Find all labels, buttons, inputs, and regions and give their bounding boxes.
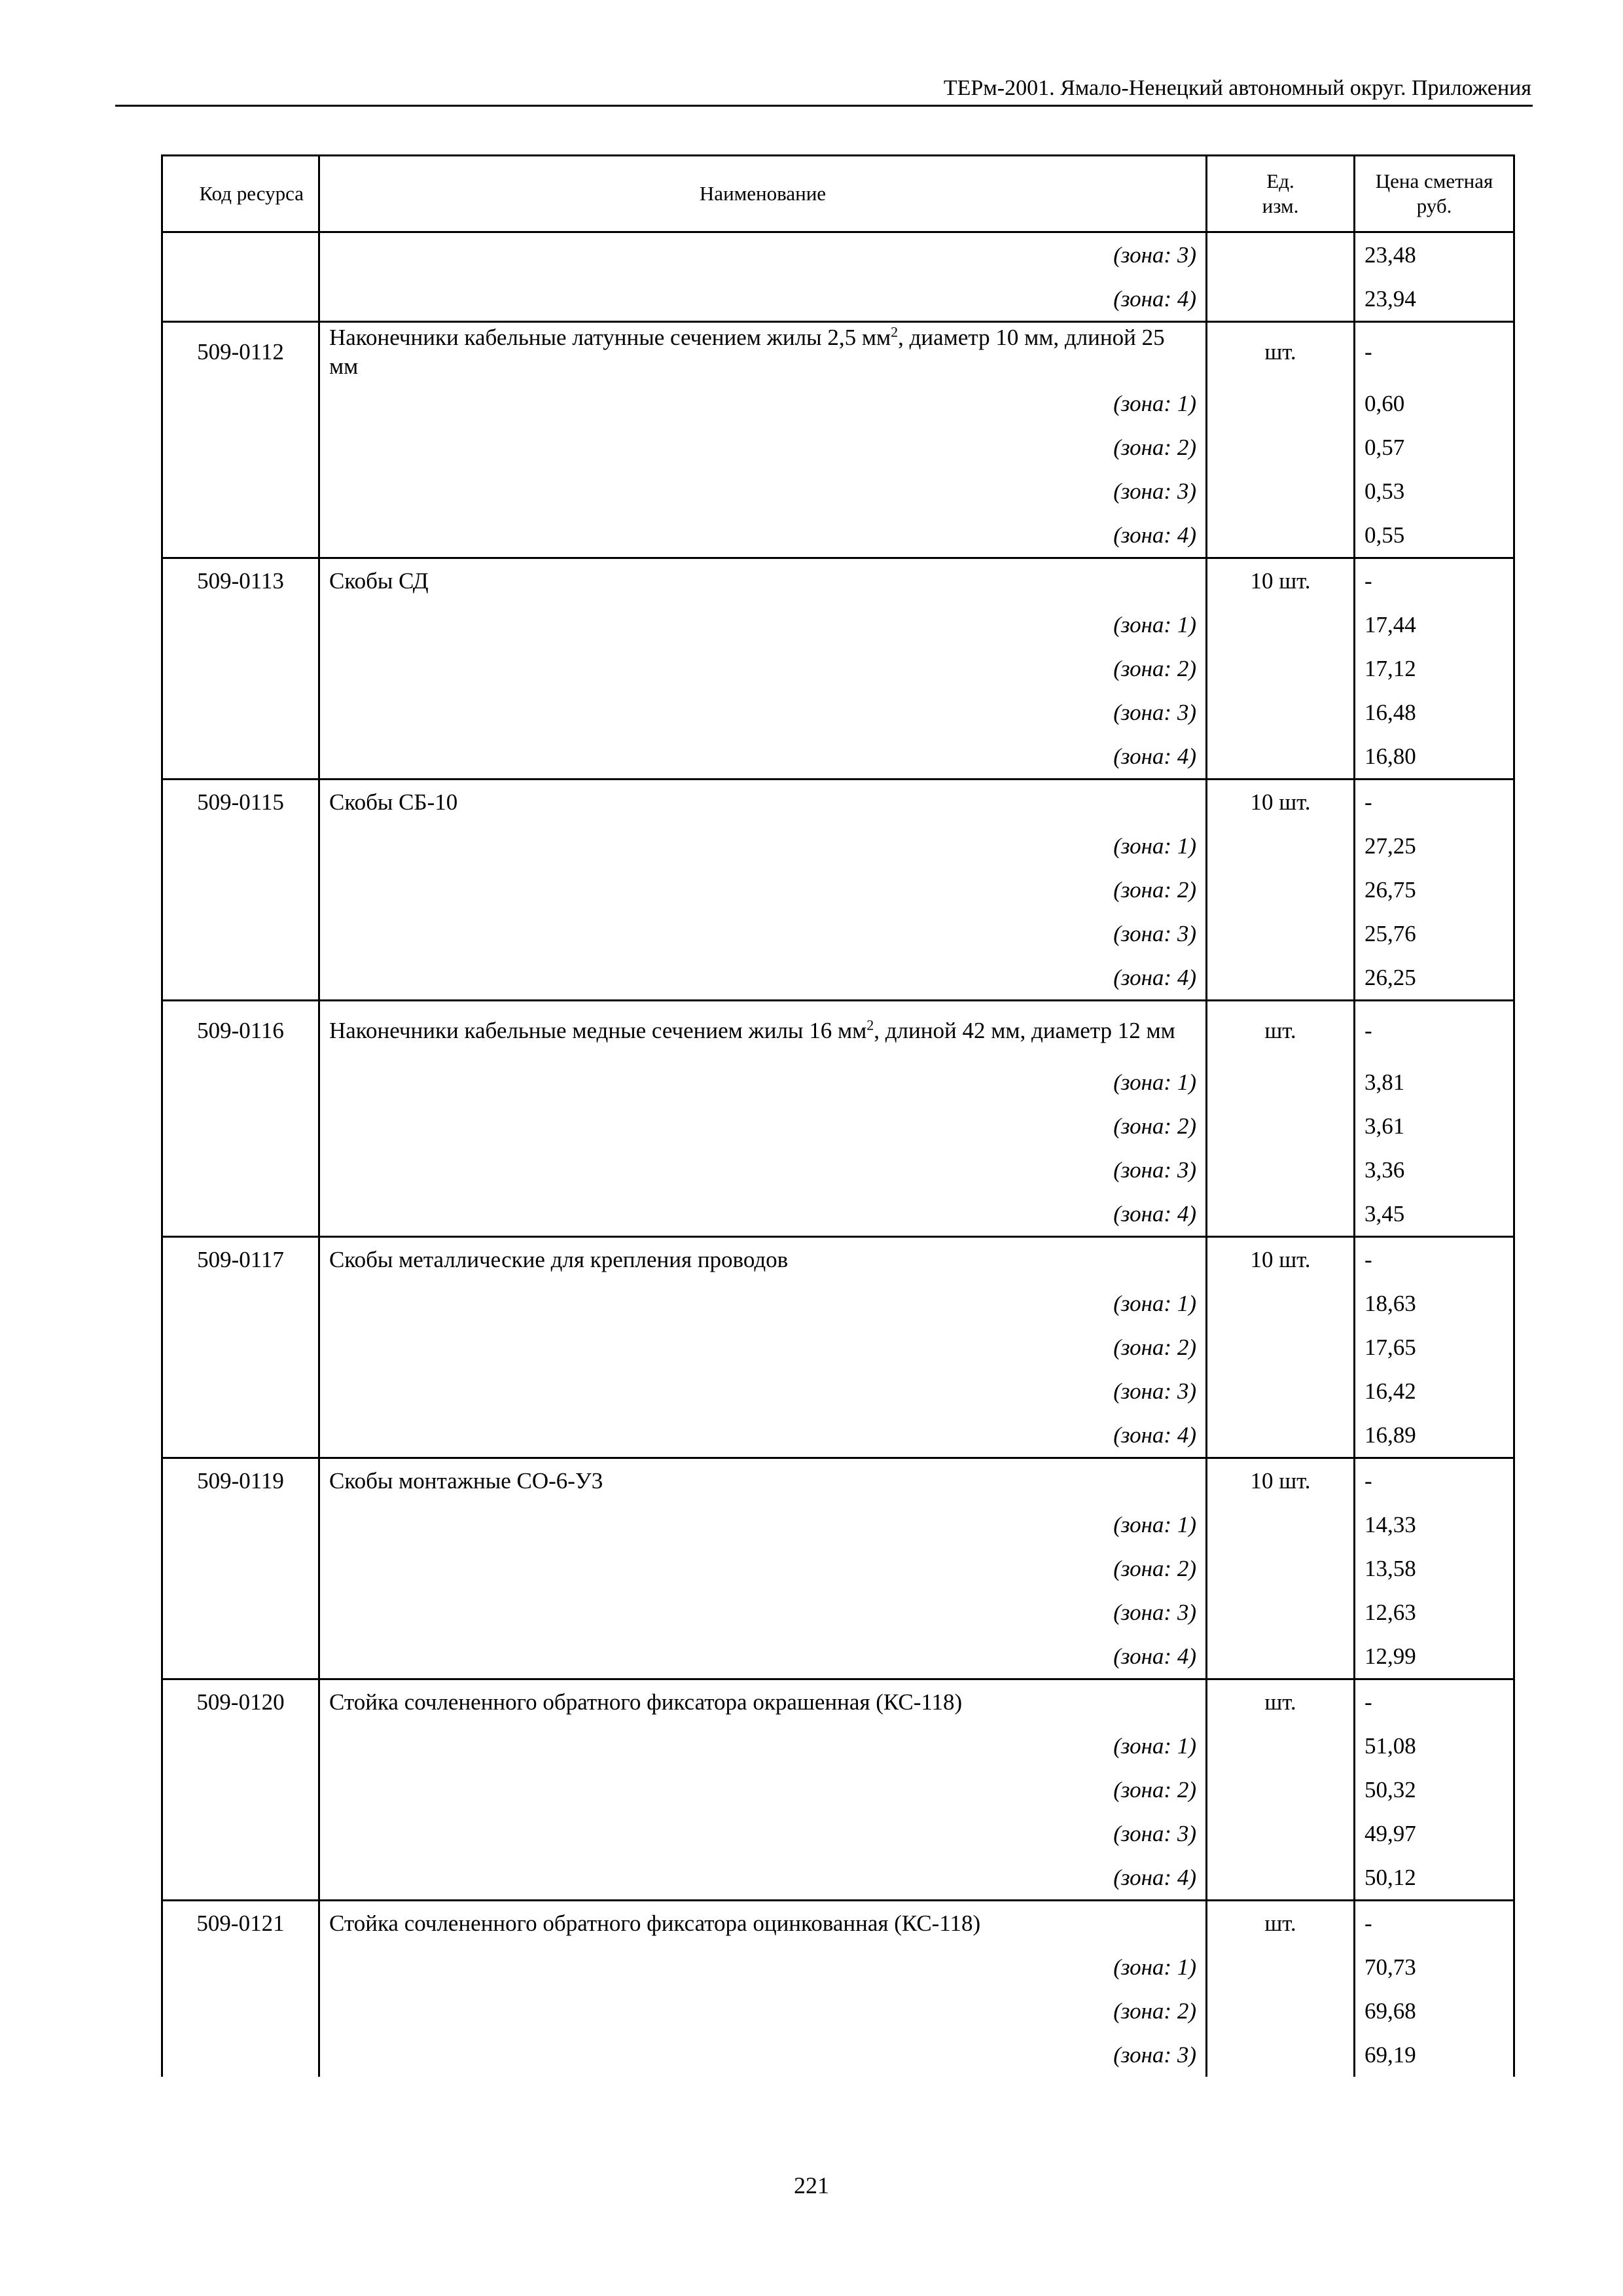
resource-unit: шт. — [1207, 322, 1355, 382]
zone-price: 70,73 — [1355, 1945, 1514, 1989]
resource-row — [162, 1679, 1514, 1725]
resource-name-superscript: 2 — [866, 1016, 874, 1033]
zone-price: 50,32 — [1355, 1768, 1514, 1812]
resource-name — [319, 322, 1207, 382]
resource-code: 509-0112 — [162, 322, 319, 382]
zone-row — [162, 469, 1514, 513]
unit-cell — [1207, 1724, 1355, 1768]
zone-label: (зона: 4) — [319, 1192, 1207, 1237]
resource-code-cell — [162, 513, 319, 558]
resource-code: 509-0116 — [162, 1001, 319, 1061]
zone-label: (зона: 2) — [319, 1325, 1207, 1369]
resource-price: - — [1355, 1901, 1514, 1946]
zone-price: 26,75 — [1355, 868, 1514, 912]
zone-price: 12,63 — [1355, 1590, 1514, 1634]
zone-label: (зона: 4) — [319, 734, 1207, 780]
zone-row — [162, 824, 1514, 868]
zone-label: (зона: 1) — [319, 1724, 1207, 1768]
zone-label: (зона: 1) — [319, 1945, 1207, 1989]
resource-price: - — [1355, 1237, 1514, 1282]
zone-label: (зона: 1) — [319, 1282, 1207, 1325]
resource-code-cell — [162, 1590, 319, 1634]
zone-label: (зона: 2) — [319, 1989, 1207, 2033]
zone-price: 0,53 — [1355, 469, 1514, 513]
zone-row — [162, 1812, 1514, 1856]
resource-code-cell — [162, 1413, 319, 1458]
resource-code-cell — [162, 824, 319, 868]
unit-cell — [1207, 1369, 1355, 1413]
resource-unit: 10 шт. — [1207, 780, 1355, 825]
zone-label: (зона: 3) — [319, 469, 1207, 513]
zone-row — [162, 1768, 1514, 1812]
resource-row — [162, 1001, 1514, 1061]
resource-code-cell — [162, 603, 319, 647]
table-header-row — [162, 156, 1514, 232]
zone-label: (зона: 2) — [319, 868, 1207, 912]
zone-label: (зона: 3) — [319, 1590, 1207, 1634]
zone-row — [162, 868, 1514, 912]
column-header-name: Наименование — [319, 156, 1207, 232]
resource-name-rest: , диаметр 10 мм, длиной 25 мм — [329, 325, 1165, 379]
resource-code-cell — [162, 734, 319, 780]
resource-code-cell — [162, 1060, 319, 1104]
resource-code-cell — [162, 1856, 319, 1901]
zone-row — [162, 1547, 1514, 1590]
resource-code-cell — [162, 1325, 319, 1369]
resource-code: 509-0119 — [162, 1458, 319, 1503]
zone-row — [162, 1503, 1514, 1547]
zone-price: 27,25 — [1355, 824, 1514, 868]
zone-row — [162, 912, 1514, 956]
resource-row — [162, 1458, 1514, 1503]
resource-code-cell — [162, 277, 319, 322]
zone-price: 12,99 — [1355, 1634, 1514, 1679]
zone-row — [162, 1192, 1514, 1237]
zone-label: (зона: 1) — [319, 824, 1207, 868]
zone-price: 3,45 — [1355, 1192, 1514, 1237]
zone-row — [162, 1945, 1514, 1989]
resource-code: 509-0117 — [162, 1237, 319, 1282]
zone-label: (зона: 2) — [319, 425, 1207, 469]
unit-cell — [1207, 469, 1355, 513]
resource-code-cell — [162, 1369, 319, 1413]
zone-price: 16,48 — [1355, 691, 1514, 734]
resource-unit: 10 шт. — [1207, 558, 1355, 603]
resource-name — [319, 1901, 1207, 1946]
resource-code: 509-0115 — [162, 780, 319, 825]
zone-label: (зона: 3) — [319, 912, 1207, 956]
unit-cell — [1207, 1945, 1355, 1989]
unit-cell — [1207, 1856, 1355, 1901]
unit-cell — [1207, 1325, 1355, 1369]
zone-price: 69,19 — [1355, 2033, 1514, 2077]
resource-row — [162, 1237, 1514, 1282]
resource-unit: шт. — [1207, 1679, 1355, 1725]
resource-row — [162, 322, 1514, 382]
resource-price: - — [1355, 1458, 1514, 1503]
zone-row — [162, 1989, 1514, 2033]
unit-cell — [1207, 603, 1355, 647]
zone-row — [162, 1060, 1514, 1104]
zone-label: (зона: 1) — [319, 603, 1207, 647]
zone-label: (зона: 3) — [319, 232, 1207, 278]
running-header — [115, 73, 1533, 107]
zone-row — [162, 691, 1514, 734]
zone-row — [162, 425, 1514, 469]
unit-cell — [1207, 1503, 1355, 1547]
resource-code-cell — [162, 1148, 319, 1192]
zone-price: 23,48 — [1355, 232, 1514, 278]
zone-price: 0,55 — [1355, 513, 1514, 558]
unit-cell — [1207, 956, 1355, 1001]
unit-cell — [1207, 2033, 1355, 2077]
resource-code-cell — [162, 1634, 319, 1679]
zone-row — [162, 956, 1514, 1001]
unit-cell — [1207, 1148, 1355, 1192]
resource-code-cell — [162, 912, 319, 956]
resource-code-cell — [162, 1768, 319, 1812]
unit-cell — [1207, 1104, 1355, 1148]
zone-label: (зона: 4) — [319, 277, 1207, 322]
zone-row — [162, 1413, 1514, 1458]
zone-price: 25,76 — [1355, 912, 1514, 956]
resource-code-cell — [162, 956, 319, 1001]
zone-label: (зона: 3) — [319, 1369, 1207, 1413]
resource-code-cell — [162, 425, 319, 469]
resource-code-cell — [162, 1104, 319, 1148]
resource-name — [319, 558, 1207, 603]
zone-label: (зона: 3) — [319, 1812, 1207, 1856]
unit-cell — [1207, 912, 1355, 956]
column-header-unit-line2: изм. — [1262, 194, 1299, 217]
column-header-code: Код ресурса — [162, 156, 319, 232]
zone-row — [162, 277, 1514, 322]
zone-price: 3,81 — [1355, 1060, 1514, 1104]
unit-cell — [1207, 1060, 1355, 1104]
zone-label: (зона: 1) — [319, 382, 1207, 425]
zone-row — [162, 1856, 1514, 1901]
resource-name — [319, 1001, 1207, 1061]
resource-name-text: Стойка сочлененного обратного фиксатора окрашенная (КС-118) — [329, 1689, 963, 1715]
zone-price: 16,80 — [1355, 734, 1514, 780]
zone-row — [162, 1590, 1514, 1634]
resource-code-cell — [162, 691, 319, 734]
column-header-price-line1: Цена сметная — [1375, 170, 1493, 192]
zone-label: (зона: 4) — [319, 1413, 1207, 1458]
zone-row — [162, 647, 1514, 691]
zone-label: (зона: 1) — [319, 1060, 1207, 1104]
resource-unit: шт. — [1207, 1901, 1355, 1946]
resource-price: - — [1355, 558, 1514, 603]
unit-cell — [1207, 277, 1355, 322]
zone-label: (зона: 2) — [319, 1768, 1207, 1812]
resource-code-cell — [162, 868, 319, 912]
unit-cell — [1207, 1812, 1355, 1856]
zone-label: (зона: 2) — [319, 647, 1207, 691]
zone-row — [162, 232, 1514, 278]
resource-name-text: Скобы монтажные СО-6-У3 — [329, 1467, 603, 1494]
resource-name-rest: , длиной 42 мм, диаметр 12 мм — [874, 1018, 1175, 1043]
resource-price: - — [1355, 780, 1514, 825]
zone-price: 3,61 — [1355, 1104, 1514, 1148]
zone-price: 16,42 — [1355, 1369, 1514, 1413]
zone-label: (зона: 4) — [319, 1634, 1207, 1679]
column-header-price-line2: руб. — [1416, 194, 1452, 217]
unit-cell — [1207, 1768, 1355, 1812]
zone-label: (зона: 4) — [319, 956, 1207, 1001]
unit-cell — [1207, 425, 1355, 469]
resource-row — [162, 1901, 1514, 1946]
unit-cell — [1207, 1989, 1355, 2033]
zone-row — [162, 1724, 1514, 1768]
zone-label: (зона: 4) — [319, 513, 1207, 558]
resource-code-cell — [162, 1503, 319, 1547]
resource-code-cell — [162, 232, 319, 278]
zone-price: 69,68 — [1355, 1989, 1514, 2033]
unit-cell — [1207, 734, 1355, 780]
resource-name — [319, 1237, 1207, 1282]
zone-price: 3,36 — [1355, 1148, 1514, 1192]
column-header-price — [1355, 156, 1514, 232]
resource-code-cell — [162, 2033, 319, 2077]
column-header-unit — [1207, 156, 1355, 232]
resource-unit: 10 шт. — [1207, 1237, 1355, 1282]
zone-price: 16,89 — [1355, 1413, 1514, 1458]
resource-code: 509-0120 — [162, 1679, 319, 1725]
unit-cell — [1207, 1282, 1355, 1325]
unit-cell — [1207, 1634, 1355, 1679]
zone-row — [162, 382, 1514, 425]
resource-code: 509-0121 — [162, 1901, 319, 1946]
zone-price: 17,44 — [1355, 603, 1514, 647]
table-body — [162, 232, 1514, 2077]
zone-row — [162, 603, 1514, 647]
zone-price: 51,08 — [1355, 1724, 1514, 1768]
zone-price: 0,60 — [1355, 382, 1514, 425]
resource-row — [162, 558, 1514, 603]
resource-name-text: Наконечники кабельные латунные сечением жилы 2,5 мм — [329, 325, 891, 350]
zone-row — [162, 1325, 1514, 1369]
zone-row — [162, 734, 1514, 780]
zone-label: (зона: 3) — [319, 691, 1207, 734]
unit-cell — [1207, 691, 1355, 734]
zone-label: (зона: 2) — [319, 1104, 1207, 1148]
zone-price: 50,12 — [1355, 1856, 1514, 1901]
zone-label: (зона: 4) — [319, 1856, 1207, 1901]
resource-code-cell — [162, 1547, 319, 1590]
zone-row — [162, 1104, 1514, 1148]
zone-label: (зона: 1) — [319, 1503, 1207, 1547]
resource-code: 509-0113 — [162, 558, 319, 603]
unit-cell — [1207, 513, 1355, 558]
zone-price: 18,63 — [1355, 1282, 1514, 1325]
unit-cell — [1207, 1547, 1355, 1590]
resource-unit: шт. — [1207, 1001, 1355, 1061]
resource-code-cell — [162, 469, 319, 513]
zone-price: 17,12 — [1355, 647, 1514, 691]
resource-code-cell — [162, 1812, 319, 1856]
zone-label: (зона: 3) — [319, 2033, 1207, 2077]
zone-row — [162, 2033, 1514, 2077]
zone-row — [162, 1148, 1514, 1192]
page-number: 221 — [794, 2172, 829, 2198]
zone-row — [162, 1634, 1514, 1679]
zone-row — [162, 1282, 1514, 1325]
unit-cell — [1207, 824, 1355, 868]
resource-name — [319, 780, 1207, 825]
resource-code-cell — [162, 647, 319, 691]
unit-cell — [1207, 232, 1355, 278]
zone-row — [162, 1369, 1514, 1413]
resource-name-superscript: 2 — [891, 323, 899, 340]
resource-price-table — [161, 154, 1515, 2077]
resource-price: - — [1355, 1001, 1514, 1061]
resource-name-text: Скобы СБ-10 — [329, 789, 458, 815]
resource-code-cell — [162, 1989, 319, 2033]
zone-price: 0,57 — [1355, 425, 1514, 469]
unit-cell — [1207, 1590, 1355, 1634]
zone-row — [162, 513, 1514, 558]
zone-price: 26,25 — [1355, 956, 1514, 1001]
zone-label: (зона: 3) — [319, 1148, 1207, 1192]
resource-code-cell — [162, 1282, 319, 1325]
resource-name-text: Скобы металлические для крепления проводов — [329, 1246, 789, 1272]
zone-price: 14,33 — [1355, 1503, 1514, 1547]
resource-name — [319, 1458, 1207, 1503]
resource-code-cell — [162, 1945, 319, 1989]
resource-price: - — [1355, 1679, 1514, 1725]
unit-cell — [1207, 1192, 1355, 1237]
resource-name — [319, 1679, 1207, 1725]
resource-code-cell — [162, 1724, 319, 1768]
zone-price: 17,65 — [1355, 1325, 1514, 1369]
zone-label: (зона: 2) — [319, 1547, 1207, 1590]
unit-cell — [1207, 647, 1355, 691]
resource-code-cell — [162, 382, 319, 425]
zone-price: 13,58 — [1355, 1547, 1514, 1590]
resource-code-cell — [162, 1192, 319, 1237]
unit-cell — [1207, 868, 1355, 912]
resource-name-text: Скобы СД — [329, 567, 429, 594]
column-header-unit-line1: Ед. — [1266, 170, 1294, 192]
unit-cell — [1207, 1413, 1355, 1458]
resource-name-text: Стойка сочлененного обратного фиксатора оцинкованная (КС-118) — [329, 1910, 981, 1936]
resource-unit: 10 шт. — [1207, 1458, 1355, 1503]
unit-cell — [1207, 382, 1355, 425]
resource-name-text: Наконечники кабельные медные сечением жилы 16 мм — [329, 1018, 867, 1043]
zone-price: 23,94 — [1355, 277, 1514, 322]
resource-row — [162, 780, 1514, 825]
running-header-title: ТЕРм-2001. Ямало-Ненецкий автономный округ. Приложения — [943, 76, 1531, 100]
zone-price: 49,97 — [1355, 1812, 1514, 1856]
resource-price: - — [1355, 322, 1514, 382]
